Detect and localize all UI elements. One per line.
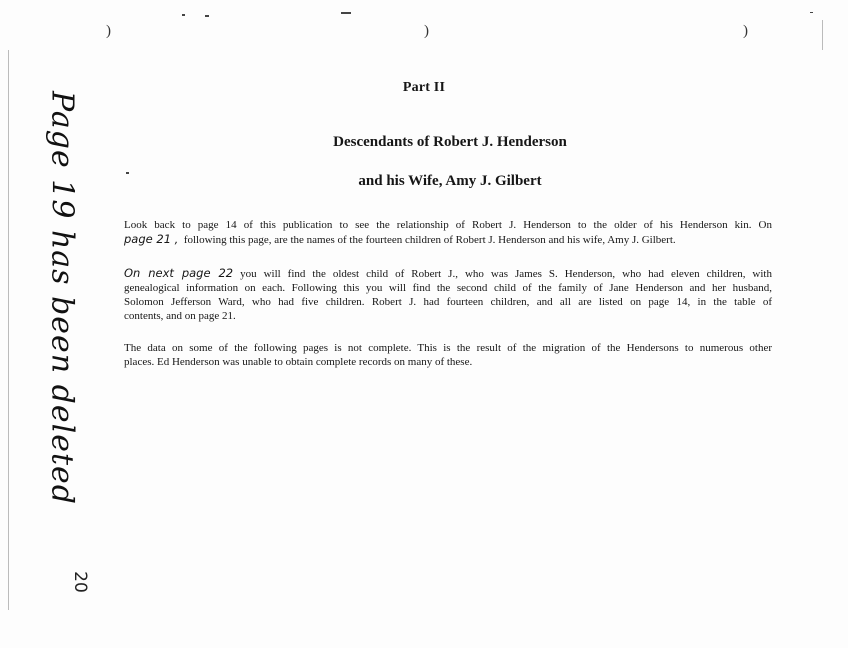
binder-mark-center: ) — [424, 23, 429, 39]
paragraph-2-line-4: contents, and on page 21. — [124, 310, 236, 322]
scan-speck — [341, 12, 351, 14]
handwritten-page-ref: page 21 , — [124, 232, 179, 246]
paragraph-2-line-1 — [124, 266, 772, 281]
scan-edge-line — [822, 20, 823, 50]
paragraph-1-line-1: Look back to page 14 of this publication to see the relationship of Robert J. Henderson to the older of his Henderson kin. On — [124, 219, 772, 231]
paragraph-2-line-1-text: you will find the oldest child of Robert J., who was James S. Henderson, who had eleven children, with — [240, 268, 772, 280]
paragraph-2-line-2: genealogical information on each. Following this you will find the second child of the family of Jane Henderson and her husband, — [124, 282, 772, 294]
handwritten-margin-note: Page 19 has been deleted — [44, 91, 80, 505]
paragraph-1 — [124, 218, 772, 247]
paragraph-2 — [124, 266, 772, 323]
paragraph-3-line-1: The data on some of the following pages is not complete. This is the result of the migration of the Hendersons to numerous other — [124, 342, 772, 354]
paragraph-1-line-2 — [124, 232, 772, 247]
binder-mark-right: ) — [743, 23, 748, 39]
handwritten-page-ref: On next page 22 — [124, 266, 234, 280]
part-heading: Part II — [402, 80, 446, 95]
scan-speck — [205, 15, 209, 17]
section-subtitle: and his Wife, Amy J. Gilbert — [358, 173, 542, 189]
paragraph-1-line-2-text: following this page, are the names of the fourteen children of Robert J. Henderson and his wife, Amy J. Gilbert. — [183, 234, 676, 246]
binder-mark-left: ) — [106, 23, 111, 39]
page-number: 20 — [70, 571, 90, 593]
section-title: Descendants of Robert J. Henderson — [333, 134, 567, 150]
scan-speck — [810, 12, 813, 13]
paragraph-2-line-3: Solomon Jefferson Ward, who had five children. Robert J. had fourteen children, and all are listed on page 14, in the table of — [124, 296, 772, 308]
paragraph-3 — [124, 341, 772, 369]
scan-speck — [182, 14, 185, 16]
paragraph-3-line-2: places. Ed Henderson was unable to obtain complete records on many of these. — [124, 356, 473, 368]
